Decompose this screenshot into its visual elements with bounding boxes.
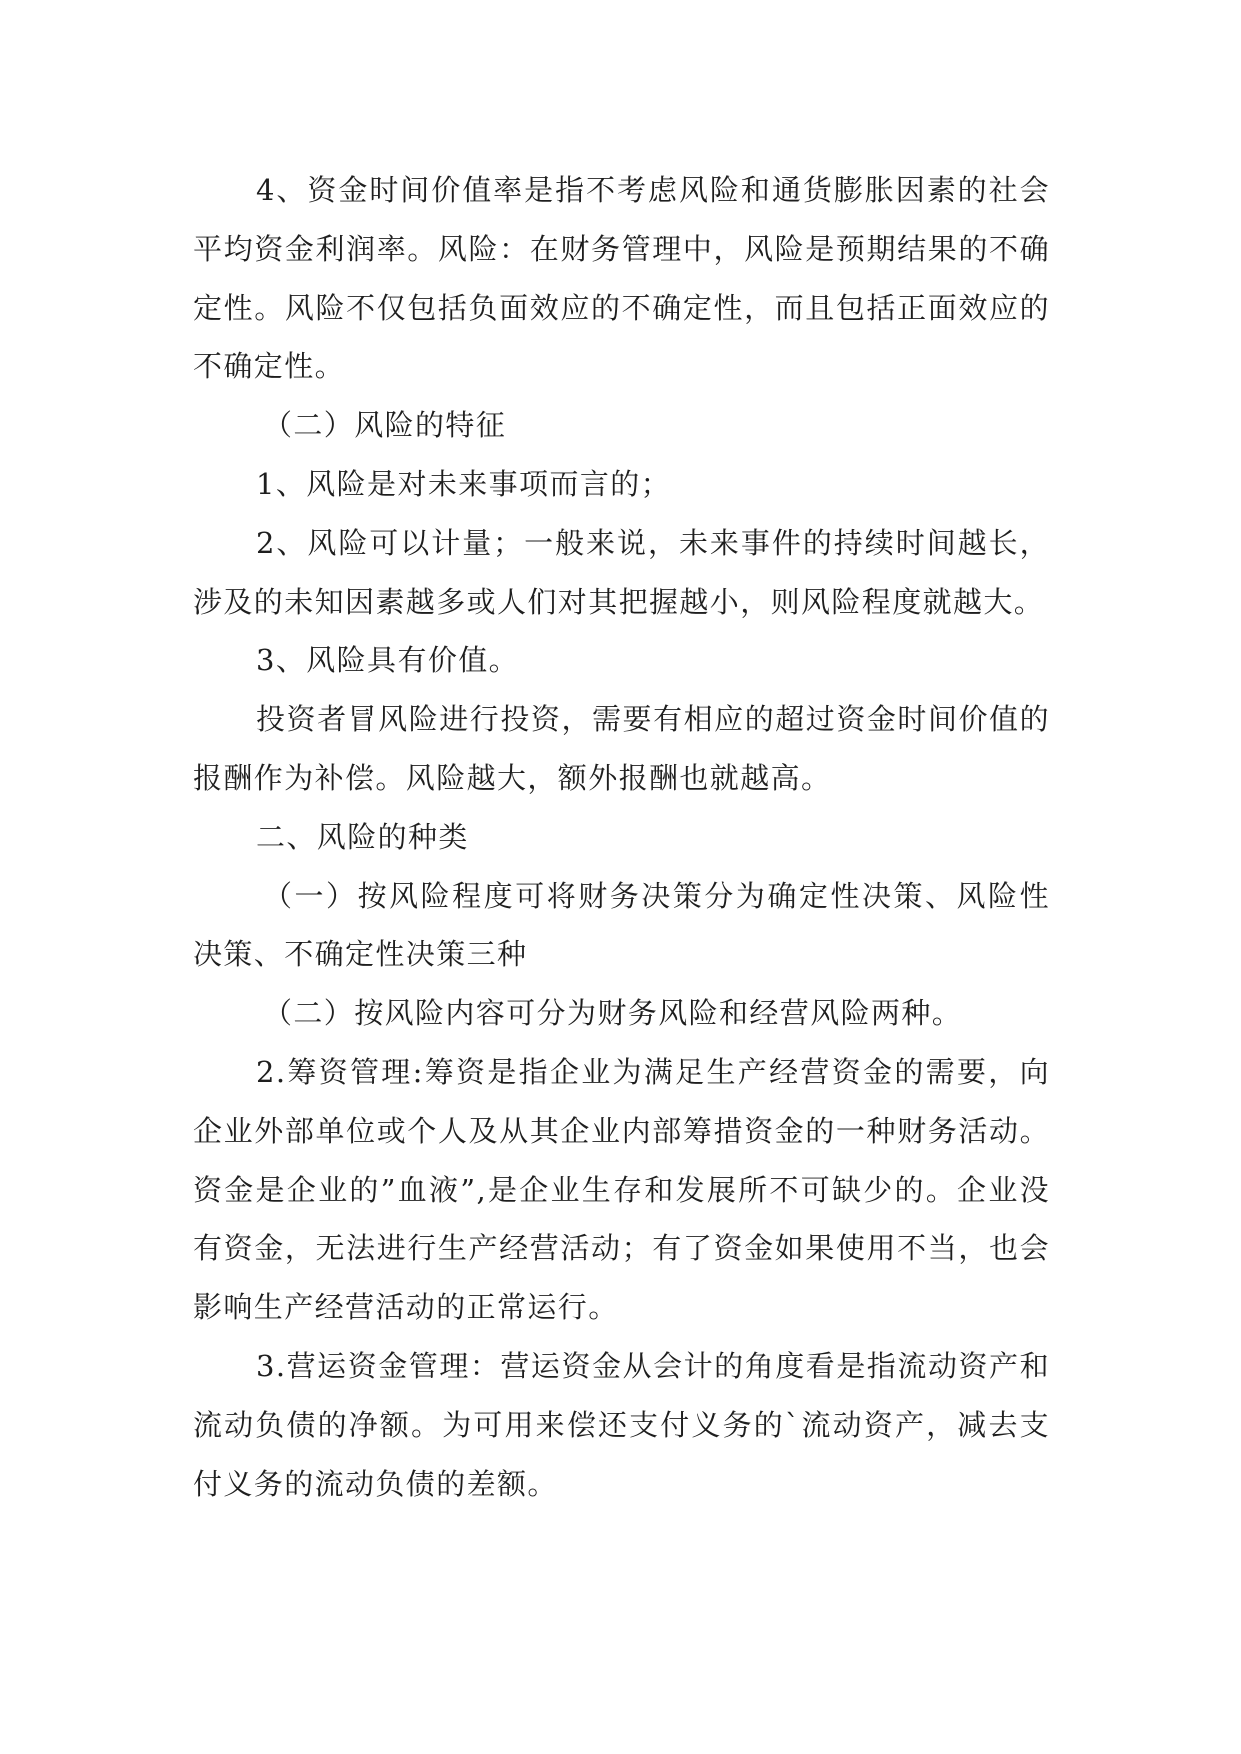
paragraph-risk-future-events: 1、风险是对未来事项而言的； (256, 466, 672, 501)
paragraph-financing-management: 2.筹资管理:筹资是指企业为满足生产经营资金的需要，向企业外部单位或个人及从其企业内部筹措资金的一种财务活动。资金是企业的”血液”,是企业生存和发展所不可缺少的。企业没有资金，无法进行生产经营活动；有了资金如果使用不当，也会影响生产经营活动的正常运行。 (193, 1054, 1050, 1325)
heading-risk-types: 二、风险的种类 (256, 819, 469, 854)
document-body (193, 161, 1050, 1513)
paragraph-risk-has-value: 3、风险具有价值。 (256, 643, 520, 678)
paragraph-time-value-and-risk-definition: 4、资金时间价值率是指不考虑风险和通货膨胀因素的社会平均资金利润率。风险：在财务管理中，风险是预期结果的不确定性。风险不仅包括负面效应的不确定性，而且包括正面效应的不确定性。 (193, 173, 1050, 384)
heading-risk-characteristics: （二）风险的特征 (263, 408, 507, 443)
paragraph-risk-compensation: 投资者冒风险进行投资，需要有相应的超过资金时间价值的报酬作为补偿。风险越大，额外报酬也就越高。 (193, 702, 1050, 795)
paragraph-working-capital-management: 3.营运资金管理：营运资金从会计的角度看是指流动资产和流动负债的净额。为可用来偿还支付义务的`流动资产，减去支付义务的流动负债的差额。 (193, 1348, 1050, 1501)
paragraph-risk-measurable: 2、风险可以计量；一般来说，未来事件的持续时间越长，涉及的未知因素越多或人们对其把握越小，则风险程度就越大。 (193, 525, 1050, 619)
paragraph-risk-by-content: （二）按风险内容可分为财务风险和经营风险两种。 (263, 996, 963, 1031)
paragraph-risk-by-degree: （一）按风险程度可将财务决策分为确定性决策、风险性决策、不确定性决策三种 (193, 878, 1050, 972)
